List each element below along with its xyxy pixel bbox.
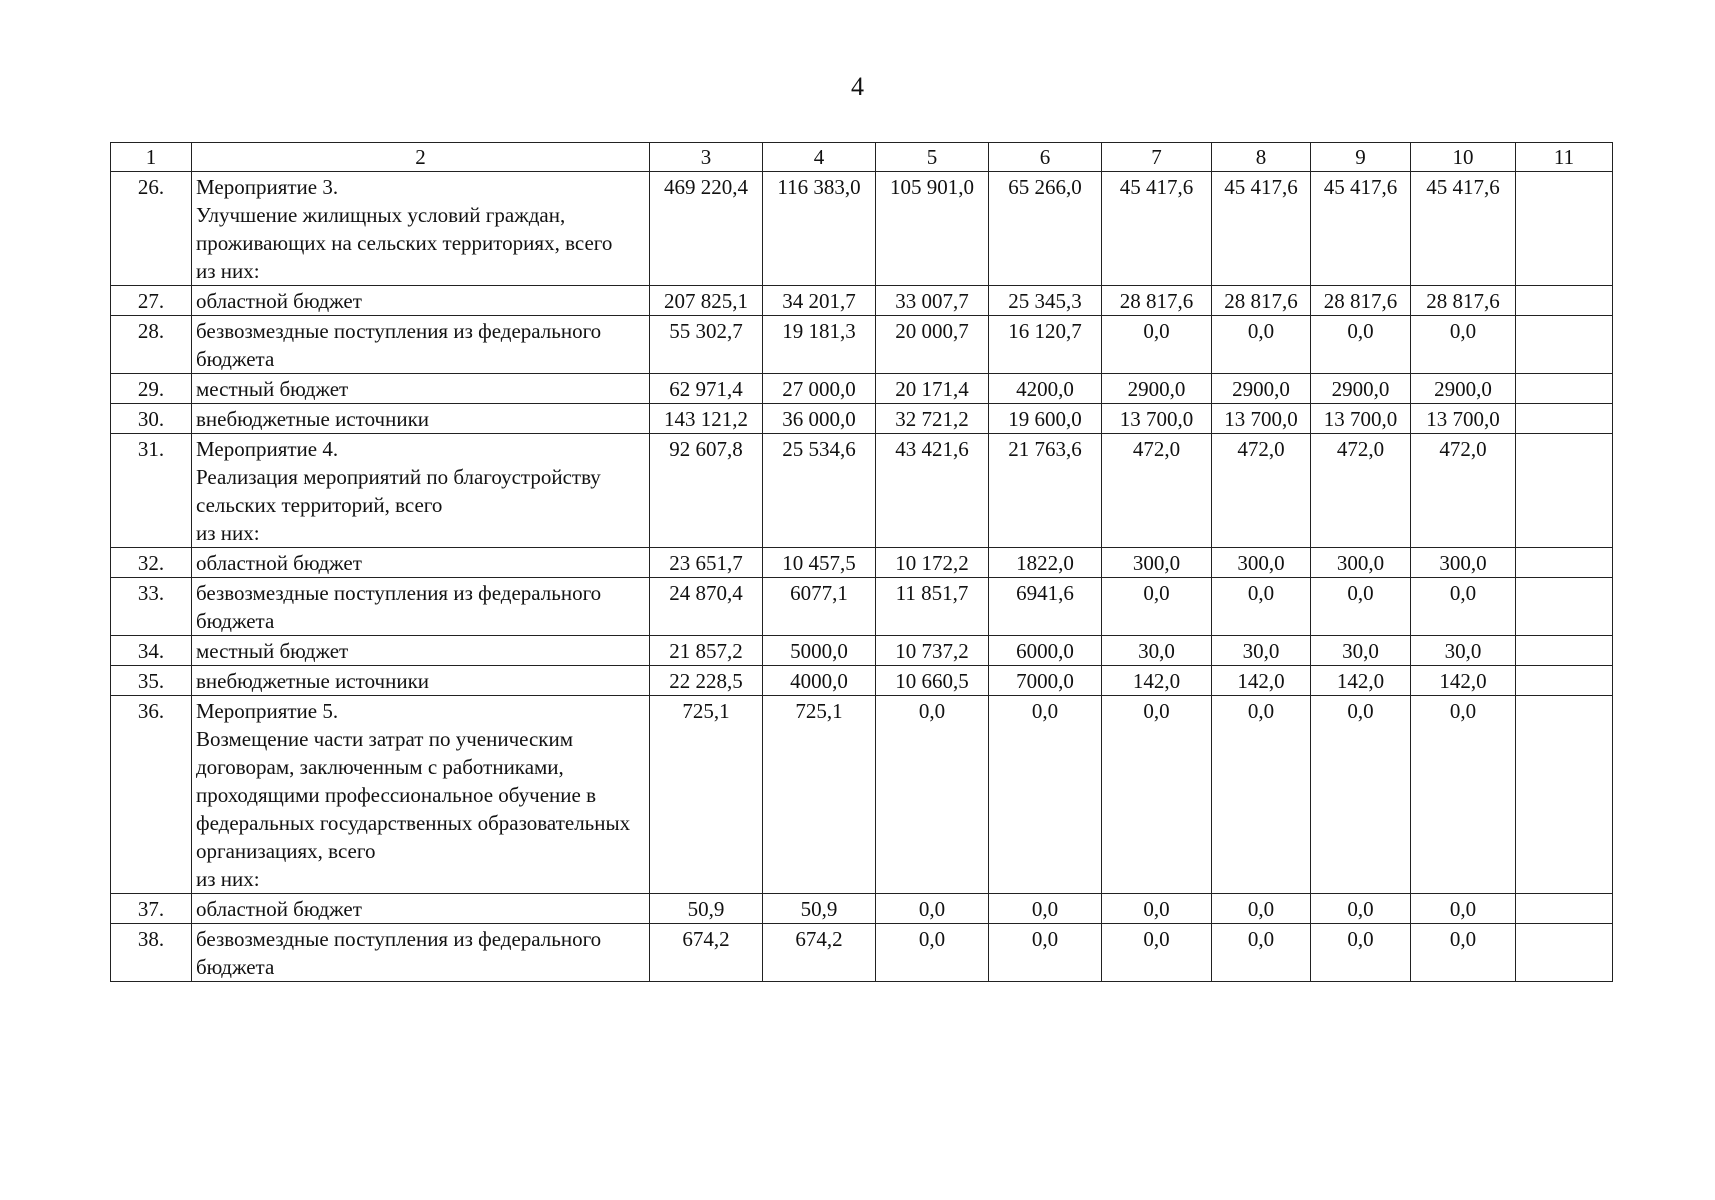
table-row [111, 404, 1613, 434]
value-cell-col-6: 0,0 [989, 924, 1102, 982]
row-number: 34. [111, 636, 192, 666]
value-cell-col-8: 300,0 [1212, 548, 1311, 578]
value-cell-col-10: 142,0 [1411, 666, 1516, 696]
value-cell-col-4: 4000,0 [763, 666, 876, 696]
value-cell-col-11 [1516, 374, 1613, 404]
value-cell-col-10: 0,0 [1411, 316, 1516, 374]
value-cell-col-5: 10 737,2 [876, 636, 989, 666]
value-cell-col-4: 27 000,0 [763, 374, 876, 404]
column-header-9: 9 [1311, 143, 1411, 172]
value-cell-col-6: 4200,0 [989, 374, 1102, 404]
value-cell-col-10: 45 417,6 [1411, 172, 1516, 286]
value-cell-col-4: 5000,0 [763, 636, 876, 666]
value-cell-col-6: 6000,0 [989, 636, 1102, 666]
row-number: 31. [111, 434, 192, 548]
value-cell-col-3: 143 121,2 [650, 404, 763, 434]
value-cell-col-8: 0,0 [1212, 316, 1311, 374]
value-cell-col-7: 45 417,6 [1102, 172, 1212, 286]
value-cell-col-4: 116 383,0 [763, 172, 876, 286]
value-cell-col-9: 0,0 [1311, 316, 1411, 374]
row-description: областной бюджет [192, 548, 650, 578]
budget-table [110, 142, 1613, 982]
value-cell-col-9: 0,0 [1311, 578, 1411, 636]
table-row [111, 172, 1613, 286]
value-cell-col-3: 469 220,4 [650, 172, 763, 286]
column-header-2: 2 [192, 143, 650, 172]
value-cell-col-4: 19 181,3 [763, 316, 876, 374]
value-cell-col-6: 0,0 [989, 696, 1102, 894]
value-cell-col-10: 13 700,0 [1411, 404, 1516, 434]
value-cell-col-5: 20 171,4 [876, 374, 989, 404]
row-description: областной бюджет [192, 894, 650, 924]
value-cell-col-3: 55 302,7 [650, 316, 763, 374]
value-cell-col-7: 0,0 [1102, 924, 1212, 982]
row-description: местный бюджет [192, 374, 650, 404]
row-number: 26. [111, 172, 192, 286]
value-cell-col-9: 30,0 [1311, 636, 1411, 666]
header-row [111, 143, 1613, 172]
value-cell-col-4: 50,9 [763, 894, 876, 924]
value-cell-col-6: 0,0 [989, 894, 1102, 924]
value-cell-col-3: 674,2 [650, 924, 763, 982]
value-cell-col-6: 6941,6 [989, 578, 1102, 636]
value-cell-col-3: 21 857,2 [650, 636, 763, 666]
row-description: внебюджетные источники [192, 404, 650, 434]
value-cell-col-8: 28 817,6 [1212, 286, 1311, 316]
value-cell-col-10: 0,0 [1411, 924, 1516, 982]
value-cell-col-9: 0,0 [1311, 894, 1411, 924]
value-cell-col-5: 105 901,0 [876, 172, 989, 286]
row-number: 27. [111, 286, 192, 316]
value-cell-col-5: 0,0 [876, 696, 989, 894]
value-cell-col-3: 24 870,4 [650, 578, 763, 636]
value-cell-col-11 [1516, 696, 1613, 894]
value-cell-col-9: 142,0 [1311, 666, 1411, 696]
value-cell-col-7: 0,0 [1102, 696, 1212, 894]
table-row [111, 434, 1613, 548]
value-cell-col-8: 0,0 [1212, 578, 1311, 636]
value-cell-col-6: 1822,0 [989, 548, 1102, 578]
value-cell-col-4: 25 534,6 [763, 434, 876, 548]
value-cell-col-7: 0,0 [1102, 578, 1212, 636]
table-row [111, 578, 1613, 636]
row-description: внебюджетные источники [192, 666, 650, 696]
table-row [111, 548, 1613, 578]
value-cell-col-8: 0,0 [1212, 924, 1311, 982]
row-number: 33. [111, 578, 192, 636]
value-cell-col-8: 13 700,0 [1212, 404, 1311, 434]
value-cell-col-4: 674,2 [763, 924, 876, 982]
table-row [111, 316, 1613, 374]
value-cell-col-11 [1516, 548, 1613, 578]
value-cell-col-8: 142,0 [1212, 666, 1311, 696]
column-header-11: 11 [1516, 143, 1613, 172]
row-number: 36. [111, 696, 192, 894]
value-cell-col-10: 2900,0 [1411, 374, 1516, 404]
row-number: 32. [111, 548, 192, 578]
value-cell-col-6: 19 600,0 [989, 404, 1102, 434]
table-row [111, 894, 1613, 924]
row-description: безвозмездные поступления из федерального бюджета [192, 578, 650, 636]
row-description: Мероприятие 5. Возмещение части затрат по ученическим договорам, заключенным с работниками, проходящими профессиональное обучение в федеральных государственных образовательных организациях, всего из них: [192, 696, 650, 894]
value-cell-col-6: 7000,0 [989, 666, 1102, 696]
value-cell-col-3: 22 228,5 [650, 666, 763, 696]
value-cell-col-11 [1516, 434, 1613, 548]
value-cell-col-11 [1516, 924, 1613, 982]
table-row [111, 696, 1613, 894]
value-cell-col-3: 207 825,1 [650, 286, 763, 316]
value-cell-col-7: 28 817,6 [1102, 286, 1212, 316]
value-cell-col-7: 13 700,0 [1102, 404, 1212, 434]
row-number: 28. [111, 316, 192, 374]
column-header-1: 1 [111, 143, 192, 172]
value-cell-col-9: 0,0 [1311, 696, 1411, 894]
row-number: 37. [111, 894, 192, 924]
row-description: областной бюджет [192, 286, 650, 316]
row-description: Мероприятие 4. Реализация мероприятий по благоустройству сельских территорий, всего из них: [192, 434, 650, 548]
value-cell-col-4: 34 201,7 [763, 286, 876, 316]
table-row [111, 286, 1613, 316]
row-number: 30. [111, 404, 192, 434]
value-cell-col-5: 10 172,2 [876, 548, 989, 578]
table-body [111, 172, 1613, 982]
row-number: 38. [111, 924, 192, 982]
value-cell-col-6: 21 763,6 [989, 434, 1102, 548]
value-cell-col-11 [1516, 316, 1613, 374]
value-cell-col-8: 30,0 [1212, 636, 1311, 666]
value-cell-col-9: 472,0 [1311, 434, 1411, 548]
column-header-7: 7 [1102, 143, 1212, 172]
value-cell-col-11 [1516, 636, 1613, 666]
value-cell-col-9: 45 417,6 [1311, 172, 1411, 286]
value-cell-col-7: 2900,0 [1102, 374, 1212, 404]
value-cell-col-10: 30,0 [1411, 636, 1516, 666]
value-cell-col-9: 0,0 [1311, 924, 1411, 982]
page-number: 4 [851, 72, 864, 101]
value-cell-col-3: 92 607,8 [650, 434, 763, 548]
table-row [111, 666, 1613, 696]
value-cell-col-6: 65 266,0 [989, 172, 1102, 286]
table-row [111, 374, 1613, 404]
value-cell-col-5: 32 721,2 [876, 404, 989, 434]
row-description: Мероприятие 3. Улучшение жилищных условий граждан, проживающих на сельских территориях, всего из них: [192, 172, 650, 286]
value-cell-col-7: 472,0 [1102, 434, 1212, 548]
value-cell-col-10: 0,0 [1411, 696, 1516, 894]
value-cell-col-9: 13 700,0 [1311, 404, 1411, 434]
value-cell-col-7: 142,0 [1102, 666, 1212, 696]
value-cell-col-8: 0,0 [1212, 894, 1311, 924]
value-cell-col-11 [1516, 666, 1613, 696]
value-cell-col-10: 472,0 [1411, 434, 1516, 548]
value-cell-col-9: 300,0 [1311, 548, 1411, 578]
value-cell-col-8: 472,0 [1212, 434, 1311, 548]
table-row [111, 636, 1613, 666]
value-cell-col-4: 725,1 [763, 696, 876, 894]
row-number: 35. [111, 666, 192, 696]
value-cell-col-4: 6077,1 [763, 578, 876, 636]
table-row [111, 924, 1613, 982]
value-cell-col-8: 2900,0 [1212, 374, 1311, 404]
value-cell-col-3: 50,9 [650, 894, 763, 924]
value-cell-col-8: 45 417,6 [1212, 172, 1311, 286]
value-cell-col-9: 2900,0 [1311, 374, 1411, 404]
value-cell-col-10: 300,0 [1411, 548, 1516, 578]
column-header-3: 3 [650, 143, 763, 172]
value-cell-col-11 [1516, 172, 1613, 286]
row-description: безвозмездные поступления из федерального бюджета [192, 924, 650, 982]
value-cell-col-5: 10 660,5 [876, 666, 989, 696]
value-cell-col-11 [1516, 404, 1613, 434]
table-header [111, 143, 1613, 172]
row-description: местный бюджет [192, 636, 650, 666]
value-cell-col-11 [1516, 286, 1613, 316]
row-description: безвозмездные поступления из федерального бюджета [192, 316, 650, 374]
row-number: 29. [111, 374, 192, 404]
value-cell-col-6: 16 120,7 [989, 316, 1102, 374]
value-cell-col-10: 0,0 [1411, 894, 1516, 924]
column-header-4: 4 [763, 143, 876, 172]
value-cell-col-7: 0,0 [1102, 894, 1212, 924]
column-header-5: 5 [876, 143, 989, 172]
value-cell-col-4: 36 000,0 [763, 404, 876, 434]
column-header-10: 10 [1411, 143, 1516, 172]
value-cell-col-10: 0,0 [1411, 578, 1516, 636]
value-cell-col-5: 0,0 [876, 894, 989, 924]
value-cell-col-11 [1516, 894, 1613, 924]
value-cell-col-3: 62 971,4 [650, 374, 763, 404]
value-cell-col-3: 23 651,7 [650, 548, 763, 578]
column-header-8: 8 [1212, 143, 1311, 172]
value-cell-col-9: 28 817,6 [1311, 286, 1411, 316]
value-cell-col-7: 300,0 [1102, 548, 1212, 578]
value-cell-col-8: 0,0 [1212, 696, 1311, 894]
value-cell-col-5: 11 851,7 [876, 578, 989, 636]
value-cell-col-10: 28 817,6 [1411, 286, 1516, 316]
value-cell-col-5: 0,0 [876, 924, 989, 982]
value-cell-col-11 [1516, 578, 1613, 636]
value-cell-col-5: 33 007,7 [876, 286, 989, 316]
value-cell-col-5: 43 421,6 [876, 434, 989, 548]
value-cell-col-6: 25 345,3 [989, 286, 1102, 316]
value-cell-col-7: 30,0 [1102, 636, 1212, 666]
value-cell-col-4: 10 457,5 [763, 548, 876, 578]
value-cell-col-7: 0,0 [1102, 316, 1212, 374]
value-cell-col-3: 725,1 [650, 696, 763, 894]
value-cell-col-5: 20 000,7 [876, 316, 989, 374]
column-header-6: 6 [989, 143, 1102, 172]
